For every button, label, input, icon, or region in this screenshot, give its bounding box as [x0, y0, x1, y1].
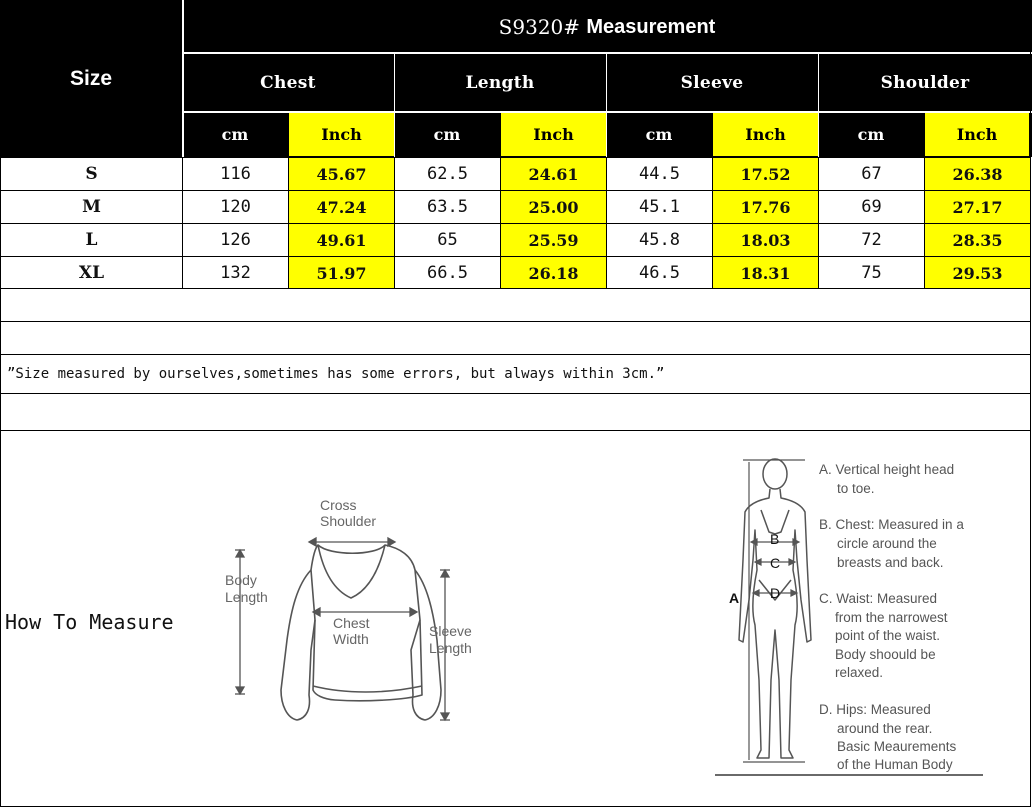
chest-width-label-line2: Width — [333, 631, 369, 647]
grid-line — [818, 157, 819, 288]
column-header-shoulder: Shoulder — [880, 73, 970, 93]
unit-cm-chest: cm — [221, 125, 249, 144]
grid-line — [712, 157, 713, 288]
chest-inch-cell: 45.67 — [289, 158, 394, 190]
sweater-diagram — [215, 490, 495, 730]
body-length-label-line2: Length — [225, 589, 268, 605]
size-cell: S — [85, 164, 98, 184]
grid-line — [0, 354, 1031, 355]
header-divider — [606, 54, 607, 157]
header-divider — [182, 111, 1032, 113]
note-a-line1: A. Vertical height head — [819, 462, 955, 477]
grid-line — [0, 190, 1031, 191]
chest-inch-cell: 47.24 — [289, 191, 394, 223]
marker-c: C — [770, 555, 781, 571]
header-divider — [182, 0, 184, 157]
note-a-line2: to toe. — [837, 481, 875, 496]
grid-line — [0, 223, 1031, 224]
sleeve-cm-cell: 46.5 — [639, 263, 680, 283]
body-length-label: Body — [225, 572, 257, 588]
chart-title — [182, 2, 1032, 52]
note-c-line3: point of the waist. — [835, 628, 941, 643]
sleeve-inch-cell: 17.76 — [713, 191, 818, 223]
shoulder-inch-cell: 26.38 — [925, 158, 1030, 190]
sleeve-length-label: Sleeve — [429, 623, 472, 639]
length-inch-cell: 25.00 — [501, 191, 606, 223]
chest-cm-cell: 132 — [220, 263, 251, 283]
marker-b: B — [770, 531, 780, 547]
unit-inch-length: Inch — [501, 113, 606, 156]
sweater-hem — [313, 686, 422, 692]
note-d-line3: Basic Meaurements — [837, 739, 957, 754]
note-d-line1: D. Hips: Measured — [819, 702, 931, 717]
grid-line — [0, 157, 1031, 158]
grid-line — [0, 321, 1031, 322]
column-header-sleeve: Sleeve — [680, 73, 744, 93]
note-b-line2: circle around the — [837, 536, 937, 551]
sleeve-cm-cell: 45.8 — [639, 230, 680, 250]
note-d-line4: of the Human Body — [837, 757, 953, 772]
sleeve-inch-cell: 18.03 — [713, 224, 818, 256]
grid-line — [0, 393, 1031, 394]
unit-cm-length: cm — [433, 125, 461, 144]
cross-shoulder-label-line2: Shoulder — [320, 513, 377, 529]
size-cell: XL — [78, 263, 105, 283]
sleeve-inch-cell: 18.31 — [713, 257, 818, 289]
chest-inch-cell: 49.61 — [289, 224, 394, 256]
chest-cm-cell: 126 — [220, 230, 251, 250]
head — [763, 459, 787, 489]
body-diagram — [715, 450, 1015, 780]
shoulder-inch-cell: 27.17 — [925, 191, 1030, 223]
grid-line — [606, 157, 607, 288]
length-cm-cell: 62.5 — [427, 164, 468, 184]
grid-line — [1030, 0, 1031, 807]
note-c-line4: Body shoould be — [835, 647, 936, 662]
length-cm-cell: 63.5 — [427, 197, 468, 217]
note-d-line2: around the rear. — [837, 721, 933, 736]
unit-cm-shoulder: cm — [857, 125, 885, 144]
title-word: Measurement — [586, 15, 716, 38]
unit-cm-sleeve: cm — [645, 125, 673, 144]
length-inch-cell: 25.59 — [501, 224, 606, 256]
marker-a: A — [729, 590, 740, 606]
note-c-line2: from the narrowest — [835, 610, 948, 625]
shoulder-cm-cell: 69 — [861, 197, 882, 217]
unit-inch-shoulder: Inch — [925, 113, 1029, 156]
grid-line — [182, 157, 183, 288]
grid-line — [924, 157, 925, 288]
note-c-line1: C. Waist: Measured — [819, 591, 938, 606]
marker-d: D — [770, 585, 781, 601]
grid-line — [0, 288, 1031, 289]
grid-line — [0, 0, 1, 807]
grid-line — [0, 806, 1031, 807]
length-cm-cell: 65 — [437, 230, 458, 250]
chest-cm-cell: 116 — [220, 164, 251, 184]
sleeve-length-label-line2: Length — [429, 640, 472, 656]
sweater-left-sleeve — [281, 570, 315, 720]
shoulder-cm-cell: 75 — [861, 263, 882, 283]
grid-line — [0, 430, 1031, 431]
how-to-measure-label: How To Measure — [5, 610, 174, 634]
grid-line — [0, 256, 1031, 257]
length-inch-cell: 24.61 — [501, 158, 606, 190]
measurement-note: ”Size measured by ourselves,sometimes has some errors, but always within 3cm.” — [7, 366, 665, 382]
grid-line — [288, 157, 289, 288]
length-cm-cell: 66.5 — [427, 263, 468, 283]
header-divider — [394, 54, 395, 157]
size-column-header: Size — [69, 66, 113, 90]
column-header-length: Length — [465, 73, 535, 93]
chest-width-label: Chest — [333, 615, 370, 631]
chest-cm-cell: 120 — [220, 197, 251, 217]
sleeve-inch-cell: 17.52 — [713, 158, 818, 190]
column-header-chest: Chest — [260, 73, 316, 93]
body-outline — [739, 489, 811, 758]
sleeve-cm-cell: 44.5 — [639, 164, 680, 184]
unit-inch-chest: Inch — [289, 113, 394, 156]
shoulder-cm-cell: 72 — [861, 230, 882, 250]
shoulder-cm-cell: 67 — [861, 164, 882, 184]
size-cell: L — [85, 230, 98, 250]
note-b-line1: B. Chest: Measured in a — [819, 517, 964, 532]
chest-inch-cell: 51.97 — [289, 257, 394, 289]
model-number: S9320# — [498, 15, 581, 39]
grid-line — [394, 157, 395, 288]
note-b-line3: breasts and back. — [837, 555, 944, 570]
header-divider — [182, 52, 1032, 54]
cross-shoulder-label: Cross — [320, 497, 357, 513]
size-cell: M — [82, 197, 101, 217]
shoulder-inch-cell: 29.53 — [925, 257, 1030, 289]
unit-inch-sleeve: Inch — [713, 113, 818, 156]
grid-line — [500, 157, 501, 288]
note-c-line5: relaxed. — [835, 665, 884, 680]
sleeve-cm-cell: 45.1 — [639, 197, 680, 217]
shoulder-inch-cell: 28.35 — [925, 224, 1030, 256]
length-inch-cell: 26.18 — [501, 257, 606, 289]
header-divider — [818, 54, 819, 157]
